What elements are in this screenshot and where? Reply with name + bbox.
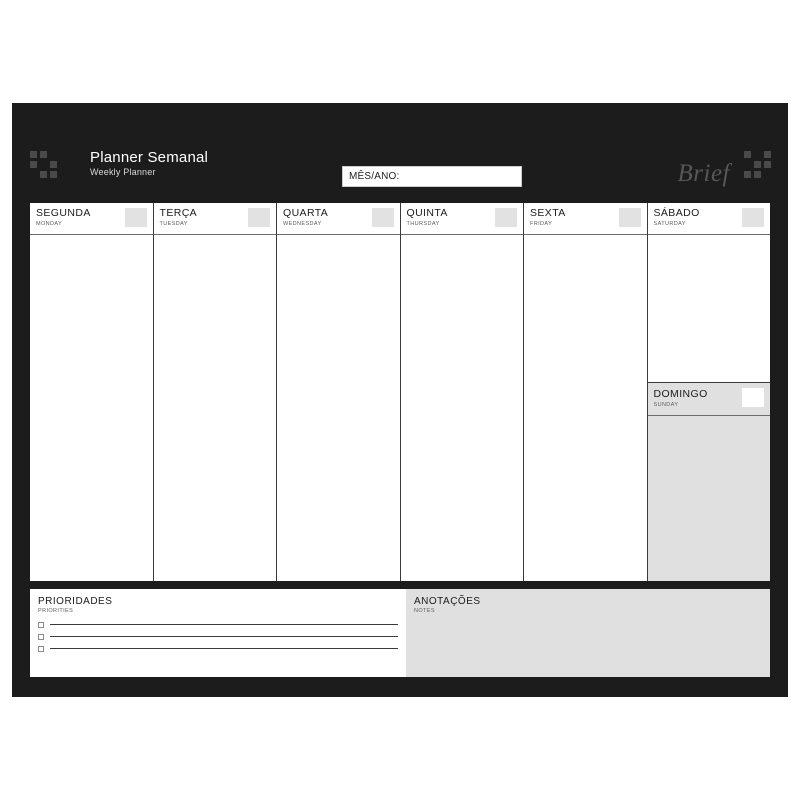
day-header-divider: [648, 234, 771, 235]
day-header-divider: [30, 234, 153, 235]
dot-grid-right-icon: [744, 151, 770, 177]
list-item[interactable]: [38, 643, 398, 654]
day-name-pt: SEGUNDA: [36, 207, 91, 219]
day-name-pt: DOMINGO: [653, 388, 708, 400]
planner-pad: [12, 103, 788, 697]
brand-logo: Brief: [677, 160, 730, 187]
day-name-pt: SÁBADO: [653, 207, 700, 219]
month-year-label: MÊS/ANO:: [349, 171, 400, 182]
day-name-en: FRIDAY: [530, 221, 553, 227]
page-title-en: Weekly Planner: [90, 167, 156, 177]
day-name-en: SATURDAY: [653, 221, 686, 227]
checkbox-icon[interactable]: [38, 622, 44, 628]
month-year-field[interactable]: [342, 166, 522, 187]
day-name-pt: TERÇA: [159, 207, 198, 219]
priority-write-line[interactable]: [50, 648, 398, 649]
day-name-en: MONDAY: [36, 221, 63, 227]
day-column-saturday[interactable]: [648, 203, 771, 581]
day-header-divider: [277, 234, 400, 235]
day-column-tuesday[interactable]: [154, 203, 278, 581]
page-title-pt: Planner Semanal: [90, 149, 209, 166]
day-column-monday[interactable]: [30, 203, 154, 581]
day-column-friday[interactable]: [524, 203, 648, 581]
day-date-box[interactable]: [619, 208, 641, 227]
week-grid: [30, 203, 770, 581]
priorities-title-pt: PRIORIDADES: [38, 596, 113, 607]
priority-write-line[interactable]: [50, 636, 398, 637]
day-header-divider: [524, 234, 647, 235]
day-date-box[interactable]: [372, 208, 394, 227]
list-item[interactable]: [38, 631, 398, 642]
checkbox-icon[interactable]: [38, 646, 44, 652]
day-name-en: THURSDAY: [406, 221, 440, 227]
day-header-divider: [154, 234, 277, 235]
notes-title-en: NOTES: [414, 608, 435, 614]
notes-title-pt: ANOTAÇÕES: [414, 596, 481, 607]
priorities-section[interactable]: [30, 589, 406, 677]
dot-grid-left-icon: [30, 151, 56, 177]
day-name-pt: QUINTA: [406, 207, 448, 219]
day-header-divider: [401, 234, 524, 235]
day-name-pt: SEXTA: [530, 207, 566, 219]
day-column-wednesday[interactable]: [277, 203, 401, 581]
checkbox-icon[interactable]: [38, 634, 44, 640]
day-column-sunday[interactable]: [648, 382, 771, 581]
bottom-row: [30, 589, 770, 677]
priority-write-line[interactable]: [50, 624, 398, 625]
day-name-en: WEDNESDAY: [283, 221, 322, 227]
day-date-box[interactable]: [742, 388, 764, 407]
day-name-en: SUNDAY: [653, 402, 679, 408]
day-date-box[interactable]: [495, 208, 517, 227]
list-item[interactable]: [38, 619, 398, 630]
day-date-box[interactable]: [125, 208, 147, 227]
priorities-list: [38, 619, 398, 655]
priorities-title-en: PRIORITIES: [38, 608, 74, 614]
day-column-thursday[interactable]: [401, 203, 525, 581]
notes-section[interactable]: [406, 589, 770, 677]
day-header-divider: [648, 415, 771, 416]
day-date-box[interactable]: [248, 208, 270, 227]
day-date-box[interactable]: [742, 208, 764, 227]
day-name-pt: QUARTA: [283, 207, 329, 219]
day-name-en: TUESDAY: [159, 221, 188, 227]
page-title: [90, 149, 208, 178]
